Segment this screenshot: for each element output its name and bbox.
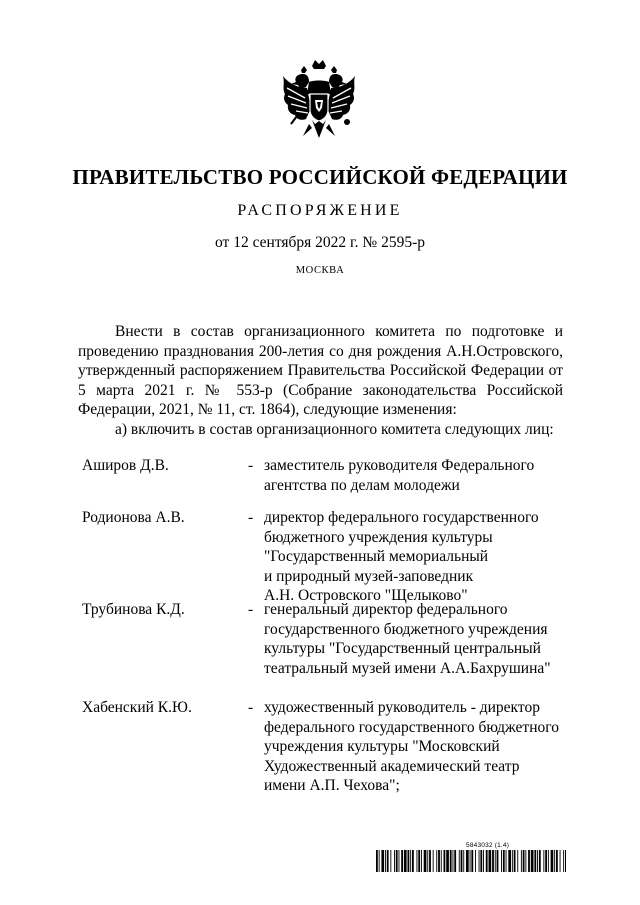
barcode-icon	[376, 850, 566, 872]
member-position	[264, 698, 564, 796]
member-name: Аширов Д.В.	[82, 457, 169, 474]
member-name: Родионова А.В.	[82, 509, 185, 526]
member-name: Хабенский К.Ю.	[82, 699, 192, 716]
position-line: бюджетного учреждения культуры	[264, 528, 493, 546]
position-line: учреждения культуры "Московский	[264, 738, 500, 756]
government-title: ПРАВИТЕЛЬСТВО РОССИЙСКОЙ ФЕДЕРАЦИИ	[72, 165, 568, 189]
position-line: и природный музей-заповедник	[264, 567, 474, 585]
position-line: генеральный директор федерального	[264, 601, 508, 618]
double-headed-eagle-emblem-icon	[279, 58, 359, 146]
position-line: художественный руководитель - директор	[264, 699, 540, 716]
clause-a: а) включить в состав организационного комитета следующих лиц:	[115, 420, 554, 438]
member-position	[264, 456, 564, 495]
position-line: имени А.П. Чехова";	[264, 777, 400, 795]
position-line: директор федерального государственного	[264, 509, 539, 526]
document-date-number: от 12 сентября 2022 г. № 2595-р	[215, 234, 425, 251]
member-dash: -	[248, 509, 254, 526]
position-line: "Государственный мемориальный	[264, 548, 489, 566]
document-code: 5843032 (1.4)	[466, 842, 510, 849]
document-body	[78, 322, 563, 440]
member-dash: -	[248, 699, 254, 716]
member-position	[264, 508, 564, 606]
position-line: агентства по делам молодежи	[264, 476, 460, 494]
document-type: РАСПОРЯЖЕНИЕ	[237, 202, 403, 219]
position-line: театральный музей имени А.А.Бахрушина"	[264, 659, 551, 677]
position-line: культуры "Государственный центральный	[264, 640, 541, 658]
position-line: заместитель руководителя Федерального	[264, 457, 535, 474]
member-dash: -	[248, 601, 254, 618]
member-position	[264, 600, 564, 678]
document-city: МОСКВА	[295, 265, 345, 276]
intro-paragraph: Внести в состав организационного комитета по подготовке и проведению празднования 200-летия со дня рождения А.Н.Островского, утвержденный распоряжением Правительства Российской Федерации от 5 марта 2021 г. № 553-р (Собрание законодательства Российской Федерации, 2021, № 11, ст. 1864), следующие изменения:	[78, 323, 563, 419]
position-line: Художественный академический театр	[264, 757, 520, 775]
position-line: А.Н. Островского "Щелыково"	[264, 587, 468, 605]
member-dash: -	[248, 457, 254, 474]
position-line: федерального государственного бюджетного	[264, 718, 559, 736]
member-name: Трубинова К.Д.	[82, 601, 185, 618]
position-line: государственного бюджетного учреждения	[264, 620, 548, 638]
